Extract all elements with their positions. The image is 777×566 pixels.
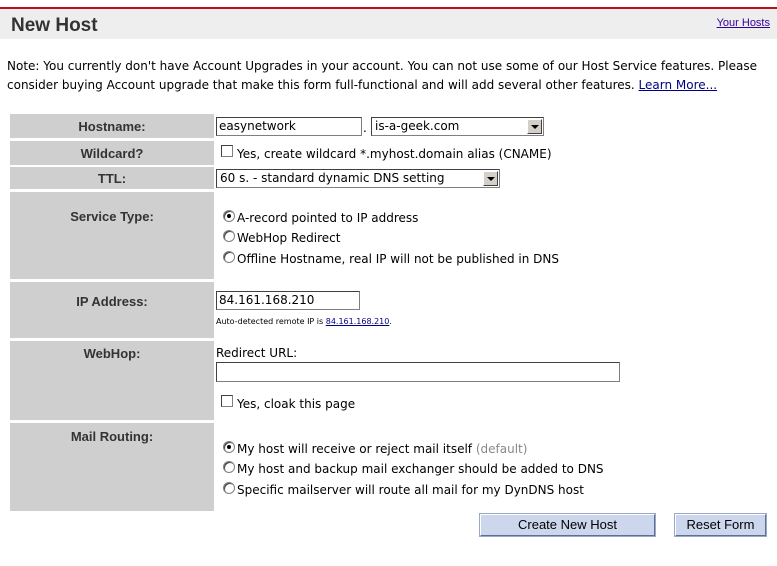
mail-routing-option-self-label: My host will receive or reject mail itself	[237, 442, 473, 456]
learn-more-link[interactable]: Learn More...	[638, 78, 718, 92]
ip-detect-hint-prefix: Auto-detected remote IP is	[216, 317, 326, 326]
redirect-url-input[interactable]	[216, 362, 620, 382]
mail-routing-radio-self[interactable]	[223, 441, 235, 453]
hostname-label-cell	[10, 114, 214, 138]
mail-routing-default-tag: (default)	[475, 442, 528, 456]
wildcard-checkbox-label: Yes, create wildcard *.myhost.domain alias (CNAME)	[237, 147, 552, 161]
page-title: New Host	[11, 15, 98, 36]
service-type-label: Service Type:	[70, 209, 154, 224]
page-header	[0, 7, 777, 39]
ip-address-label: IP Address:	[76, 294, 148, 309]
mail-routing-radio-backup[interactable]	[223, 461, 235, 473]
webhop-label-cell	[10, 341, 214, 420]
hostname-label: Hostname:	[78, 119, 146, 134]
ip-address-input[interactable]: 84.161.168.210	[216, 291, 360, 310]
ttl-label: TTL:	[97, 171, 127, 186]
ttl-select[interactable]	[216, 169, 500, 188]
your-hosts-link[interactable]: Your Hosts	[716, 17, 770, 29]
hostname-separator: .	[363, 121, 367, 135]
domain-select[interactable]	[371, 117, 544, 136]
cloak-checkbox-label: Yes, cloak this page	[237, 397, 356, 411]
upgrade-note	[7, 57, 772, 95]
service-type-radio-webhop[interactable]	[223, 230, 235, 242]
service-type-option-offline: Offline Hostname, real IP will not be published in DNS	[237, 252, 559, 266]
mail-routing-radio-specific[interactable]	[223, 482, 235, 494]
wildcard-checkbox[interactable]	[221, 145, 233, 157]
service-type-option-a-record: A-record pointed to IP address	[237, 211, 419, 225]
hostname-input[interactable]: easynetwork	[216, 117, 362, 136]
service-type-radio-offline[interactable]	[223, 251, 235, 263]
redirect-url-label: Redirect URL:	[216, 346, 298, 360]
mail-routing-option-backup: My host and backup mail exchanger should be added to DNS	[237, 462, 604, 476]
mail-routing-label-cell	[10, 423, 214, 511]
ttl-label-cell	[10, 167, 214, 189]
wildcard-label: Wildcard?	[80, 146, 144, 161]
ip-address-label-cell	[10, 282, 214, 338]
ttl-select-value: 60 s. - standard dynamic DNS setting	[220, 171, 445, 185]
domain-select-value: is-a-geek.com	[375, 119, 460, 133]
mail-routing-option-specific: Specific mailserver will route all mail for my DynDNS host	[237, 483, 584, 497]
create-new-host-button[interactable]: Create New Host	[480, 514, 655, 536]
chevron-down-icon[interactable]	[483, 171, 498, 186]
service-type-radio-a-record[interactable]	[223, 210, 235, 222]
service-type-label-cell	[10, 192, 214, 279]
cloak-checkbox[interactable]	[221, 395, 233, 407]
wildcard-label-cell	[10, 141, 214, 165]
reset-form-button[interactable]: Reset Form	[675, 514, 766, 536]
chevron-down-icon[interactable]	[527, 119, 542, 134]
ip-detect-hint	[216, 317, 392, 326]
mail-routing-label: Mail Routing:	[70, 429, 154, 444]
ip-detect-hint-suffix: .	[389, 317, 392, 326]
mail-routing-option-self	[237, 442, 527, 456]
upgrade-note-text: Note: You currently don't have Account Upgrades in your account. You can not use some of our Host Service features. Please consider buying Account upgrade that make this form full-functional and will add several other features.	[7, 59, 757, 92]
service-type-option-webhop: WebHop Redirect	[237, 231, 341, 245]
detected-ip-link[interactable]: 84.161.168.210	[325, 317, 390, 326]
webhop-label: WebHop:	[83, 346, 141, 361]
